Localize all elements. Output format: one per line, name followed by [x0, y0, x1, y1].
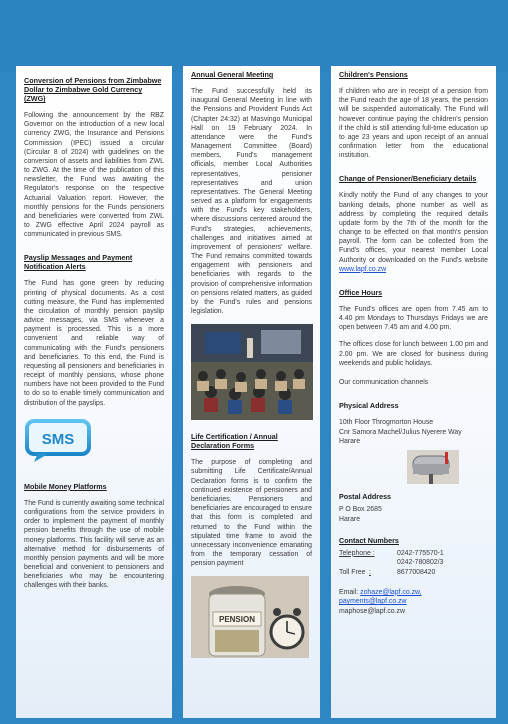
section-title-change-details: Change of Pensioner/Beneficiary details: [339, 174, 477, 184]
section-title-childrens-pensions: Children's Pensions: [339, 70, 408, 79]
svg-text:SMS: SMS: [41, 430, 75, 448]
pension-jar-photo: [191, 576, 309, 658]
section-body-payslip-messages: The Fund has gone green by reducing printing of physical documents. As a cost cutting measure, the Fund has implemented the circulation of monthly pension payslip advice messages, via SMS whenever a payment is processed. This is a more convenient and reliable way of communicating with the Fund's pensioners and beneficiaries. To this end, the Fund is requesting all pensioners and beneficiaries in receipt of monthly pensions, whose phone numbers have not been provided to the Fund to do so to enable timely communication and distribution of the payslips.: [24, 280, 164, 407]
postal-line-1: P O Box 2685: [339, 506, 382, 514]
section-title-postal-address: Postal Address: [339, 492, 392, 502]
email-3[interactable]: maphose@lapf.co.zw: [339, 608, 405, 616]
column-left: [16, 66, 172, 718]
email-label: Email:: [339, 588, 359, 596]
telephone-label: Telephone :: [339, 549, 375, 557]
section-body-life-certification: The purpose of completing and submitting Life Certificate/Annual Declaration forms is to confirm the continued existence of pensioners and beneficiaries. Pensioners and beneficiaries are encouraged to ensure that this form is completed and returned to the Fund within the stipulated time frame to avoid the unnecessary inconvenience emanating from the temporary cessation of pension payment: [191, 459, 312, 568]
section-title-life-certification: Life Certification / Annual Declaration Forms: [191, 432, 278, 451]
address-line-3: Harare: [339, 437, 361, 445]
section-body-childrens-pensions: If children who are in receipt of a pension from the Fund reach the age of 18 years, the pension will be suspended automatically. The Fund will however continue paying the children's pension if the child is still attending full-time education up to age 23 years and upon receipt of an annual confirmation letter from the educational institution.: [339, 88, 488, 160]
website-link[interactable]: www.lapf.co.zw: [339, 265, 387, 273]
office-hours-lunch: The offices close for lunch between 1.00 pm and 2.00 pm. We are closed for business during weekends and public holidays.: [339, 341, 488, 367]
sms-bubble-icon: [24, 418, 92, 464]
section-body-agm: The Fund successfully held its inaugural General Meeting in line with the Pensions and Provident Funds Act (Chapter 24:32) at Masvingo Municipal Hall on 19 February 2024. In attendance were the Fund's Management Committee (Board) members, Fund's management officials, member Local Authorities representatives, pensioner representatives and union representatives. The General Meeting served as a platform for engagements with the Fund's key stakeholders, where discussions centered around the Fund's strategies, achievements, challenges and initiatives aimed at improvement of pensioners' welfare. The Fund remains committed towards engagement with pensioners and beneficiaries with regards to the provision of comprehensive information on pensions related matters, as guided by the Fund's rules and pensions legislation.: [191, 88, 312, 316]
section-title-office-hours: Office Hours: [339, 287, 383, 297]
communication-channels-label: Our communication channels: [339, 378, 429, 386]
office-hours-open: The Fund's offices are open from 7.45 am to 4.40 pm Mondays to Thursdays Fridays we are open between 7.45 am and 4.00 pm.: [339, 305, 488, 332]
tollfree-number[interactable]: 8677008420: [397, 569, 436, 577]
svg-text:PENSION: PENSION: [218, 615, 256, 625]
address-line-2: Cnr Samora Machel/Julius Nyerere Way: [339, 428, 462, 436]
section-title-mobile-money: Mobile Money Platforms: [24, 481, 107, 491]
mailbox-icon: [407, 450, 459, 484]
section-body-currency-conversion: Following the announcement by the RBZ Governor on the introduction of a new local currency ZWG, the Insurance and Pensions Commission (IPEC) issued a circular (Circular 8 of 2024) with guidelines on the conversion of assets and liabilities from ZWL to ZWG. At the time of the publication of this newsletter, the Fund was awaiting the Regulator's response on the respective Actuarial Valuation report. However, the monthly pensions for the Funds pensioners and beneficiaries were converted from ZWL to ZWG effective April 2024 payroll as communicated in previous SMS.: [24, 112, 164, 239]
tollfree-separator: :: [369, 569, 371, 577]
section-body-mobile-money: The Fund is currently awaiting some technical configurations from the service providers in order to implement the payment of monthly pension benefits through the use of mobile money platforms. This facility will serve as an alternative method for disbursements of monthly pension payments and will be more beneficial and convenient to pensioners and beneficiaries who may be encountering challenges with their banks.: [24, 499, 164, 590]
address-line-1: 10th Floor Throgmorton House: [339, 419, 434, 427]
telephone-2[interactable]: 0242-780802/3: [397, 559, 444, 567]
section-title-physical-address: Physical Address: [339, 401, 399, 411]
section-title-payslip-messages: Payslip Messages and Payment Notification Alerts: [24, 253, 133, 272]
section-body-change-details: Kindly notify the Fund of any changes to your banking details, phone number as well as address by completing the required details update form by the 7th of the month for the change to be effected on that month's pension payroll. The form can be collected from the Fund's offices, your nearest member Local Authority or downloaded on the Fund's website www.lapf.co.zw: [339, 192, 488, 273]
column-right: [331, 66, 496, 718]
section-title-contact-numbers: Contact Numbers: [339, 535, 399, 545]
header-band: [0, 0, 508, 72]
telephone-1[interactable]: 0242-775570-1: [397, 549, 444, 557]
tollfree-label: Toll Free: [339, 569, 366, 577]
email-link-1[interactable]: zohaze@lapf.co.zw,: [360, 588, 422, 596]
meeting-photo: [191, 324, 313, 420]
email-link-2[interactable]: payments@lapf.co.zw: [339, 598, 407, 606]
column-middle: [183, 66, 320, 718]
section-title-agm: Annual General Meeting: [191, 70, 274, 79]
contact-list: [339, 549, 488, 617]
postal-line-2: Harare: [339, 515, 361, 523]
section-title-currency-conversion: Conversion of Pensions from Zimbabwe Dollar to Zimbabwe Gold Currency (ZWG): [24, 76, 162, 103]
